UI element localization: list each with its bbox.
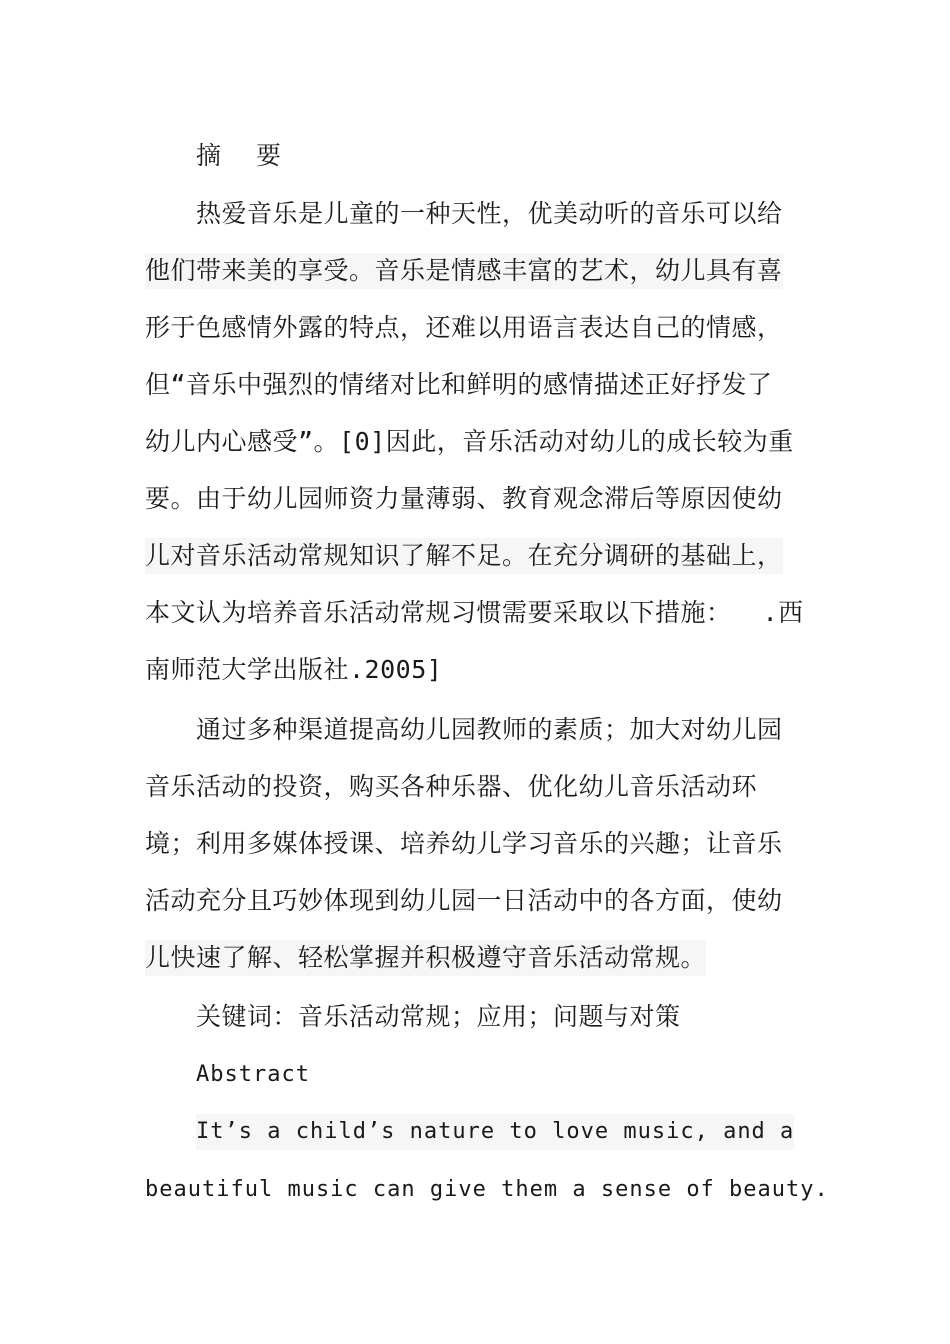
keywords-cn: 关键词：音乐活动常规；应用；问题与对策 xyxy=(196,1002,681,1031)
paragraph-line: 儿快速了解、轻松掌握并积极遵守音乐活动常规。 xyxy=(145,940,706,976)
paragraph-line: 但“音乐中强烈的情绪对比和鲜明的感情描述正好抒发了 xyxy=(145,370,773,399)
paragraph-line: 活动充分且巧妙体现到幼儿园一日活动中的各方面，使幼 xyxy=(145,886,783,915)
paragraph-line: It’s a child’s nature to love music, and a xyxy=(196,1114,794,1150)
paragraph-line: 热爱音乐是儿童的一种天性，优美动听的音乐可以给 xyxy=(196,199,783,228)
paragraph-line: 南师范大学出版社.2005] xyxy=(145,655,443,684)
paragraph-line: beautiful music can give them a sense of beauty. xyxy=(145,1177,829,1202)
paragraph-line: 音乐活动的投资，购买各种乐器、优化幼儿音乐活动环 xyxy=(145,772,758,801)
abstract-cn-heading: 摘 要 xyxy=(196,141,292,170)
paragraph-line: 他们带来美的享受。音乐是情感丰富的艺术，幼儿具有喜 xyxy=(145,253,783,289)
paragraph-line: 要。由于幼儿园师资力量薄弱、教育观念滞后等原因使幼 xyxy=(145,484,783,513)
abstract-en-heading: Abstract xyxy=(196,1062,310,1087)
paragraph-line: 通过多种渠道提高幼儿园教师的素质；加大对幼儿园 xyxy=(196,715,783,744)
paragraph-line: 形于色感情外露的特点，还难以用语言表达自己的情感， xyxy=(145,313,783,342)
paragraph-line: 幼儿内心感受”。[0]因此，音乐活动对幼儿的成长较为重 xyxy=(145,427,794,456)
paragraph-line: 境；利用多媒体授课、培养幼儿学习音乐的兴趣；让音乐 xyxy=(145,829,783,858)
paragraph-line: 本文认为培养音乐活动常规习惯需要采取以下措施： .西 xyxy=(145,598,804,627)
paragraph-line: 儿对音乐活动常规知识了解不足。在充分调研的基础上， xyxy=(145,538,783,574)
